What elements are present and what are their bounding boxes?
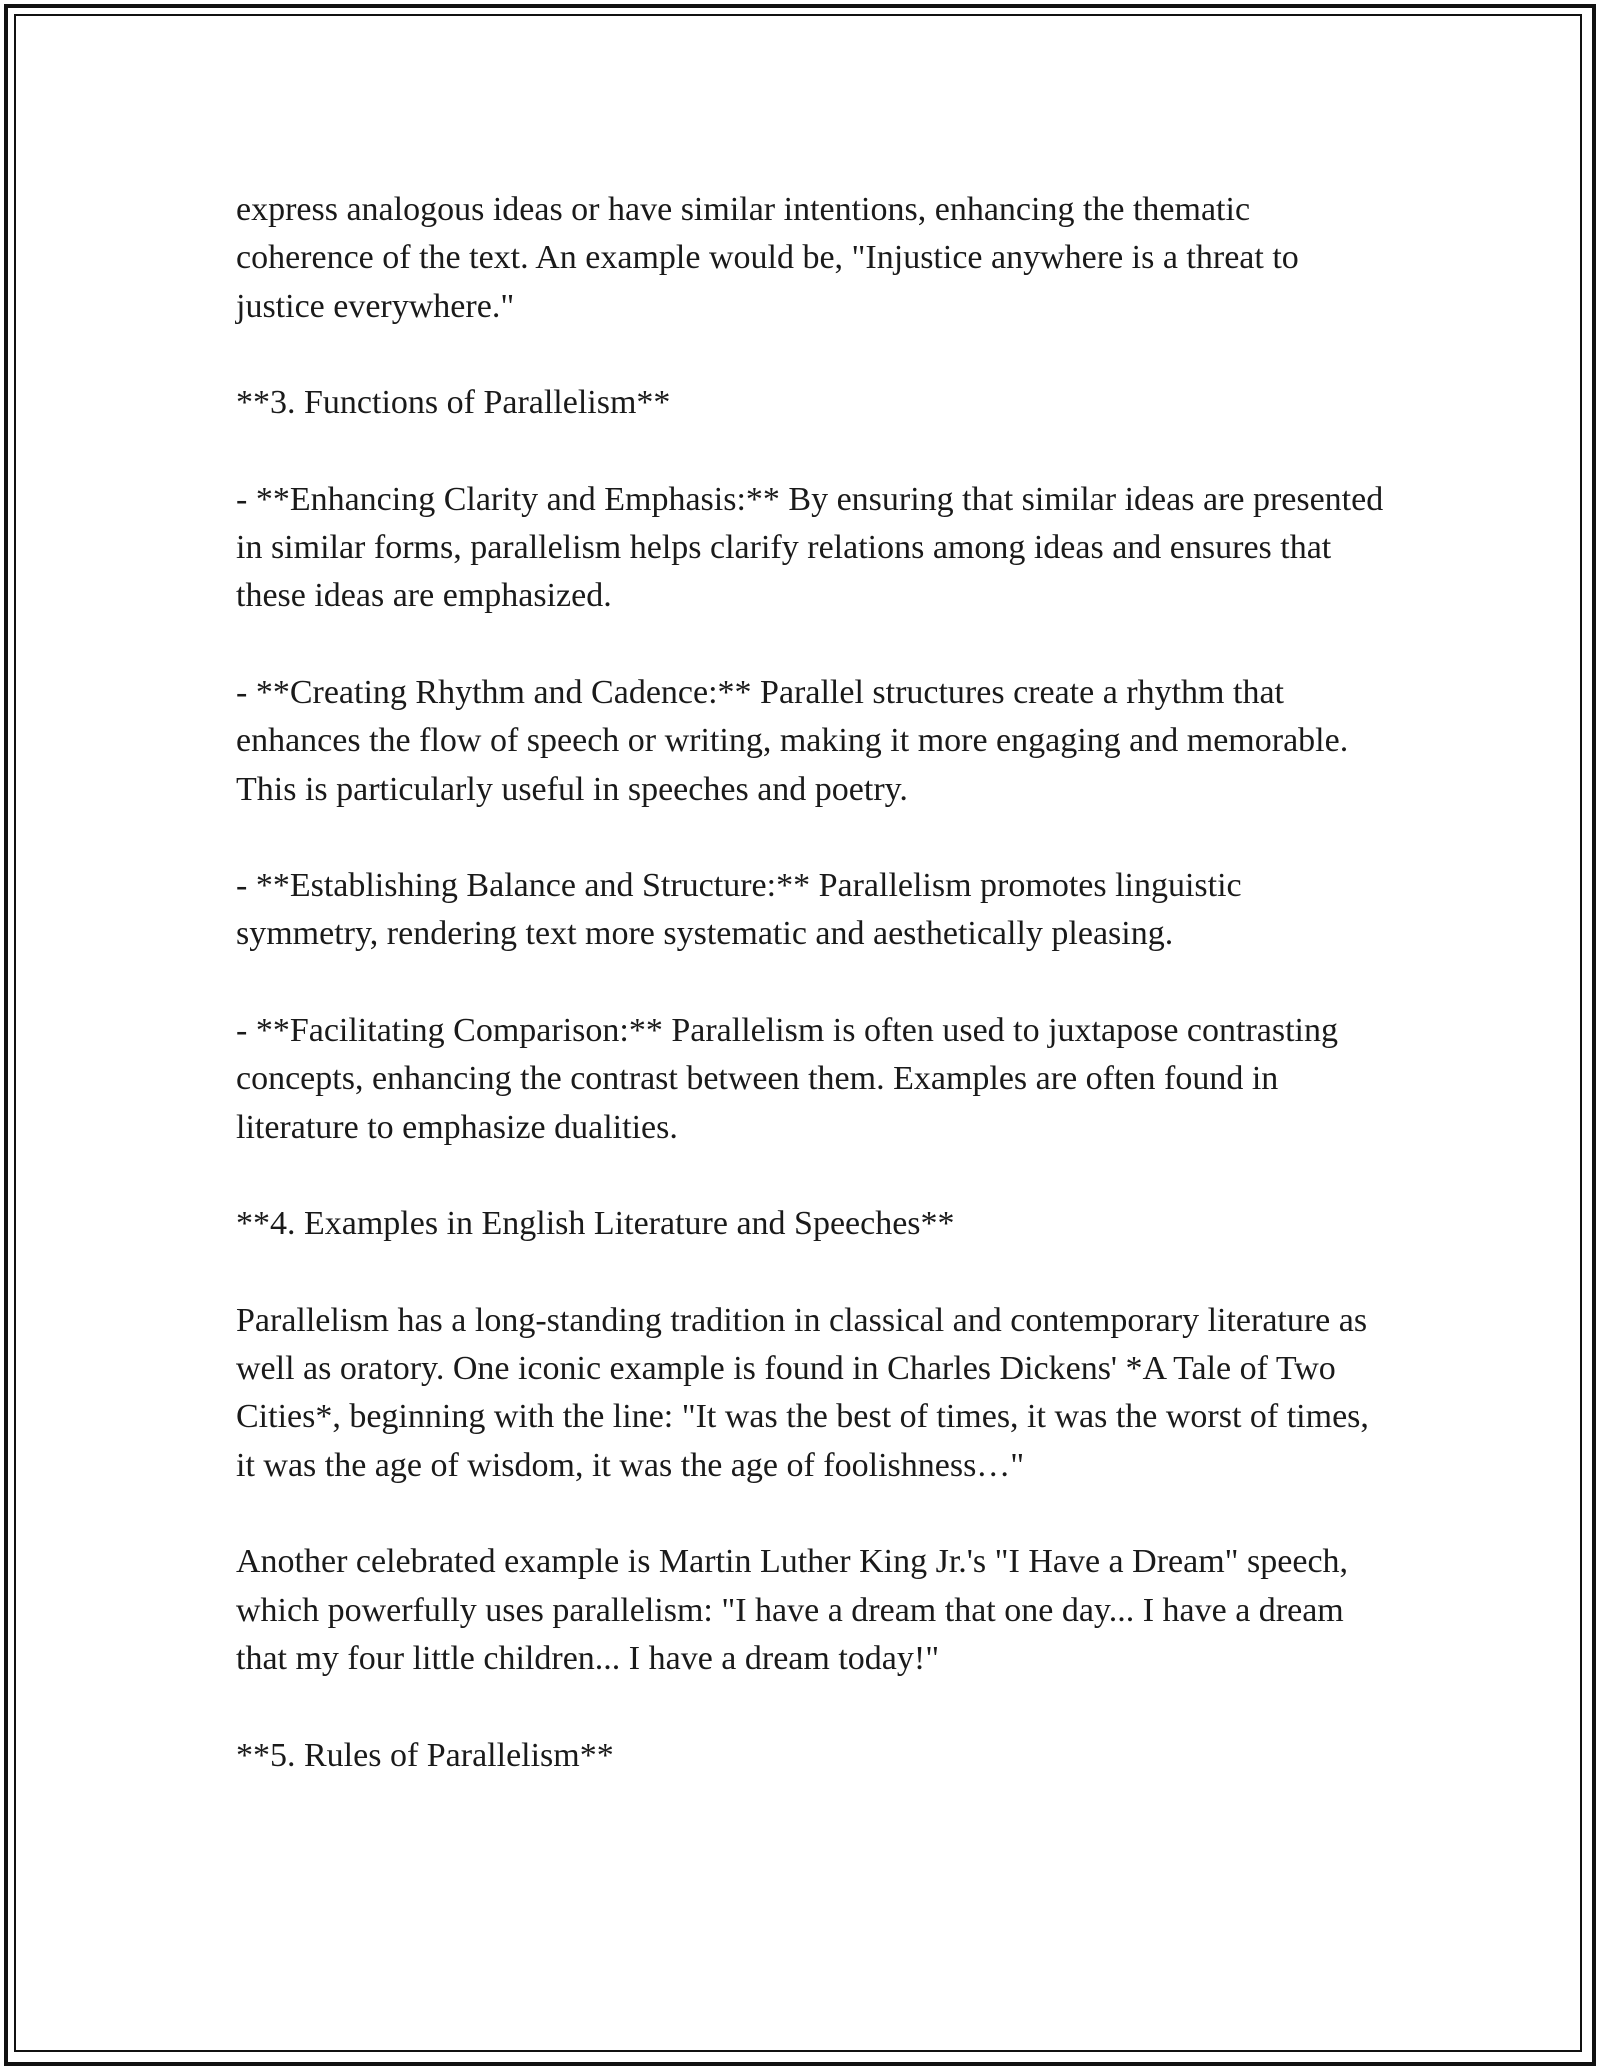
bullet-clarity-emphasis: - **Enhancing Clarity and Emphasis:** By ensuring that similar ideas are presented in similar forms, parallelism helps clarify relations among ideas and ensures that these ideas are emphasized. xyxy=(236,480,1384,615)
paragraph-king-example: Another celebrated example is Martin Luther King Jr.'s "I Have a Dream" speech, which powerfully uses parallelism: "I have a dream that one day... I have a dream that my four little children... I have a dream today!" xyxy=(236,1543,1349,1677)
document-body xyxy=(236,186,1386,1780)
bullet-balance-structure: - **Establishing Balance and Structure:** Parallelism promotes linguistic symmetry, rendering text more systematic and aesthetically pleasing. xyxy=(236,867,1242,953)
bullet-rhythm-cadence: - **Creating Rhythm and Cadence:** Parallel structures create a rhythm that enhances the flow of speech or writing, making it more engaging and memorable. This is particularly useful in speeches and poetry. xyxy=(236,673,1349,808)
paragraph-continuation: express analogous ideas or have similar intentions, enhancing the thematic coherence of the text. An example would be, "Injustice anywhere is a threat to justice everywhere." xyxy=(236,191,1299,325)
bullet-comparison: - **Facilitating Comparison:** Parallelism is often used to juxtapose contrasting concepts, enhancing the contrast between them. Examples are often found in literature to emphasize dualities. xyxy=(236,1012,1338,1146)
paragraph-dickens-example: Parallelism has a long-standing tradition in classical and contemporary literature as well as oratory. One iconic example is found in Charles Dickens' *A Tale of Two Cities*, beginning with the line: "It was the best of times, it was the worst of times, it was the age of wisdom, it was the age of foolishness…" xyxy=(236,1301,1369,1484)
section-heading-rules: **5. Rules of Parallelism** xyxy=(236,1736,614,1774)
section-heading-examples: **4. Examples in English Literature and Speeches** xyxy=(236,1205,955,1243)
section-heading-functions: **3. Functions of Parallelism** xyxy=(236,384,671,422)
